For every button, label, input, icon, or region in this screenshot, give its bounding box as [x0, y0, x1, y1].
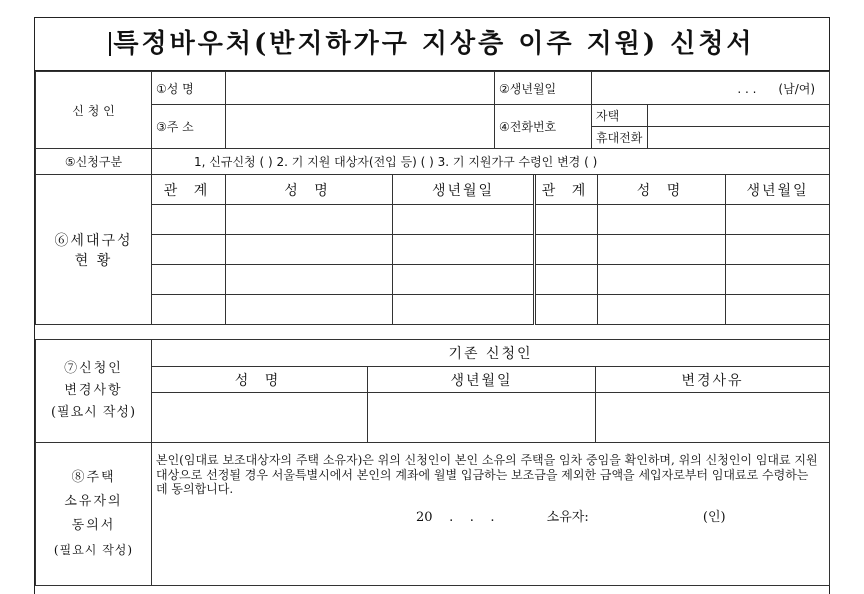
change-birth-field[interactable] — [368, 393, 596, 443]
household-cell[interactable] — [535, 205, 598, 235]
birth-field[interactable] — [592, 72, 830, 105]
consent-section-label — [36, 443, 152, 586]
change-label-line2: 변경사항 — [64, 383, 123, 398]
household-cell[interactable] — [598, 265, 726, 295]
category-label: ⑤신청구분 — [36, 149, 152, 175]
change-label-line3: (필요시 작성) — [50, 405, 137, 420]
phone-label: ④전화번호 — [495, 105, 592, 149]
change-table — [35, 339, 830, 443]
household-cell[interactable] — [726, 205, 830, 235]
col-birth-header: 생년월일 — [393, 175, 535, 205]
owner-label: 소유자: — [546, 509, 589, 525]
mobile-field[interactable] — [648, 127, 830, 149]
col-birth-header-2: 생년월일 — [726, 175, 830, 205]
consent-label-line4: (필요시 작성) — [53, 543, 134, 557]
address-label: ③주 소 — [152, 105, 226, 149]
household-cell[interactable] — [152, 235, 226, 265]
household-cell[interactable] — [226, 235, 393, 265]
change-col-name: 성 명 — [152, 367, 368, 393]
name-field[interactable] — [226, 72, 495, 105]
household-cell[interactable] — [393, 265, 535, 295]
household-cell[interactable] — [598, 205, 726, 235]
category-options[interactable]: 1, 신규신청 ( ) 2. 기 지원 대상자(전입 등) ( ) 3. 기 지원가구 수령인 변경 ( ) — [152, 149, 830, 175]
consent-body — [152, 443, 830, 586]
category-table — [35, 148, 830, 175]
consent-label-line1: ⑧주택 — [71, 470, 116, 485]
birth-label: ②생년월일 — [495, 72, 592, 105]
change-label-line1: ⑦신청인 — [64, 361, 123, 376]
gender-option: (남/여) — [778, 81, 816, 96]
owner-seal[interactable]: (인) — [702, 509, 726, 525]
household-cell[interactable] — [598, 295, 726, 325]
household-cell[interactable] — [393, 295, 535, 325]
previous-applicant-header: 기존 신청인 — [152, 340, 830, 367]
household-table — [35, 174, 830, 325]
mobile-label: 휴대전화 — [592, 127, 648, 149]
col-name-header-2: 성 명 — [598, 175, 726, 205]
change-col-reason: 변경사유 — [596, 367, 830, 393]
form-title — [35, 18, 829, 71]
home-phone-field[interactable] — [648, 105, 830, 127]
form-title-text: 특정바우처(반지하가구 지상층 이주 지원) 신청서 — [113, 29, 755, 59]
household-section-label — [36, 175, 152, 325]
household-cell[interactable] — [535, 265, 598, 295]
change-reason-field[interactable] — [596, 393, 830, 443]
address-field[interactable] — [226, 105, 495, 149]
application-form — [34, 17, 830, 594]
change-col-birth: 생년월일 — [368, 367, 596, 393]
household-label-line1: ⑥세대구성 — [54, 232, 133, 249]
consent-table — [35, 442, 830, 586]
household-cell[interactable] — [726, 235, 830, 265]
household-cell[interactable] — [152, 295, 226, 325]
household-cell[interactable] — [226, 205, 393, 235]
consent-label-line2: 소유자의 — [64, 494, 123, 509]
change-name-field[interactable] — [152, 393, 368, 443]
change-section-label — [36, 340, 152, 443]
applicant-section-label: 신 청 인 — [36, 72, 152, 149]
household-cell[interactable] — [535, 235, 598, 265]
household-cell[interactable] — [535, 295, 598, 325]
birth-dots: . . . — [737, 81, 757, 96]
household-cell[interactable] — [152, 205, 226, 235]
col-relation-header-2: 관 계 — [535, 175, 598, 205]
household-cell[interactable] — [393, 205, 535, 235]
household-cell[interactable] — [226, 295, 393, 325]
household-label-line2: 현 황 — [74, 252, 113, 269]
household-cell[interactable] — [726, 295, 830, 325]
col-relation-header: 관 계 — [152, 175, 226, 205]
name-label: ①성 명 — [152, 72, 226, 105]
household-cell[interactable] — [598, 235, 726, 265]
home-phone-label: 자택 — [592, 105, 648, 127]
signature-line — [156, 511, 825, 526]
text-cursor — [109, 32, 111, 56]
household-cell[interactable] — [726, 265, 830, 295]
consent-text: 본인(임대료 보조대상자의 주택 소유자)은 위의 신청인이 본인 소유의 주택을 임차 중임을 확인하며, 위의 신청인이 임대료 지원 대상으로 선정될 경우 서울특별시에서 본인의 계좌에 월별 입금하는 보조금을 제외한 금액을 세입자로부터 임대료로 수령하는 데 동의합니다. — [156, 453, 818, 496]
consent-date[interactable]: 20 . . . — [416, 509, 495, 525]
household-cell[interactable] — [152, 265, 226, 295]
col-name-header: 성 명 — [226, 175, 393, 205]
household-cell[interactable] — [226, 265, 393, 295]
household-cell[interactable] — [393, 235, 535, 265]
consent-label-line3: 동의서 — [71, 518, 116, 533]
applicant-table — [35, 71, 830, 149]
